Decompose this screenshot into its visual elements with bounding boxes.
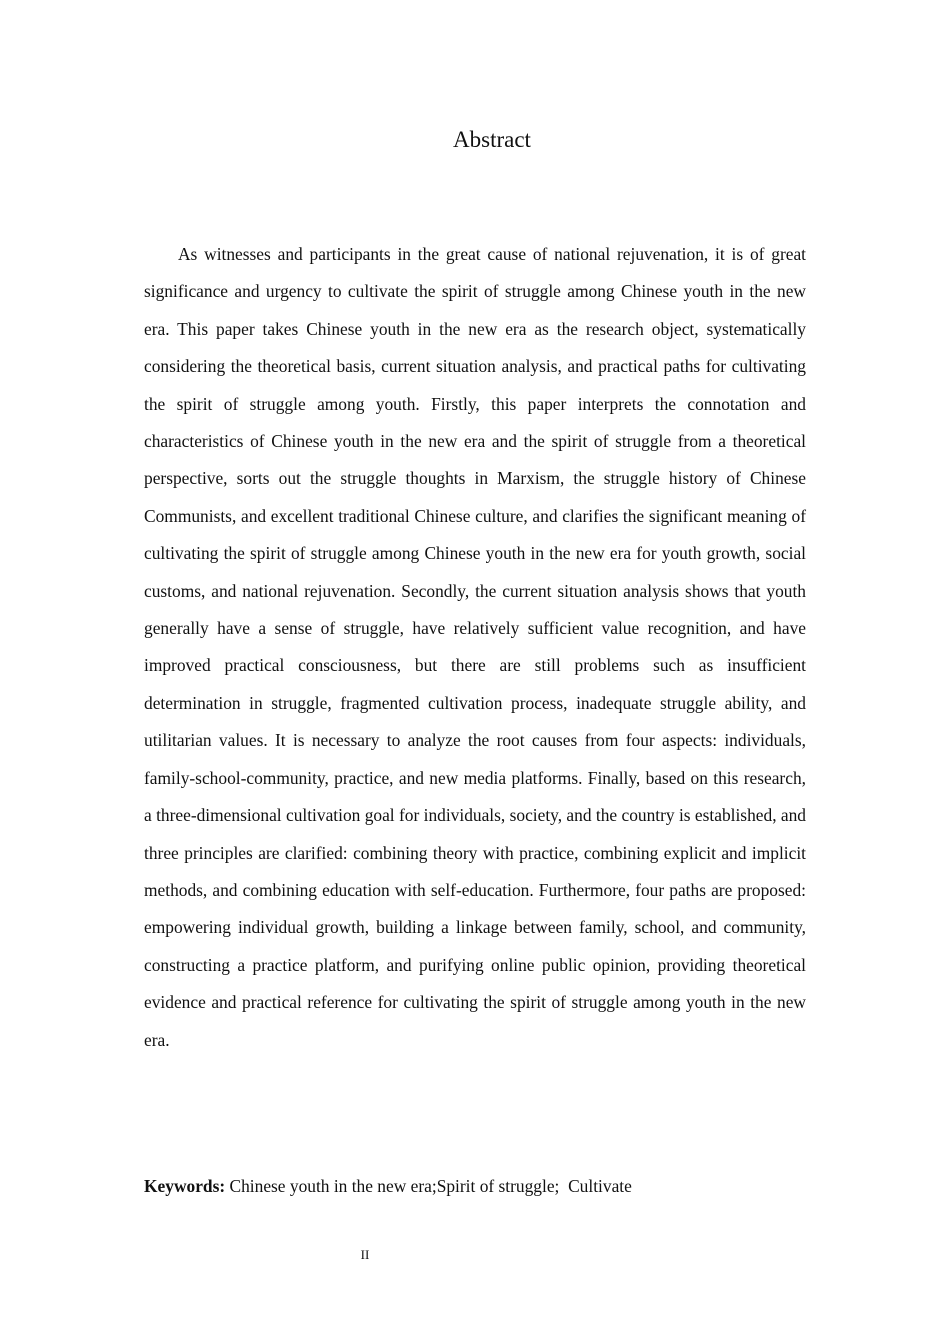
abstract-body: As witnesses and participants in the great cause of national rejuvenation, it is of great significance and urgency to cultivate the spirit of struggle among Chinese youth in the new era. This paper takes Chinese youth in the new era as the research object, systematically considering the theoretical basis, current situation analysis, and practical paths for cultivating the spirit of struggle among youth. Firstly, this paper interprets the connotation and characteristics of Chinese youth in the new era and the spirit of struggle from a theoretical perspective, sorts out the struggle thoughts in Marxism, the struggle history of Chinese Communists, and excellent traditional Chinese culture, and clarifies the significant meaning of cultivating the spirit of struggle among Chinese youth in the new era for youth growth, social customs, and national rejuvenation. Secondly, the current situation analysis shows that youth generally have a sense of struggle, have relatively sufficient value recognition, and have improved practical consciousness, but there are still problems such as insufficient determination in struggle, fragmented cultivation process, inadequate struggle ability, and utilitarian values. It is necessary to analyze the root causes from four aspects: individuals, family-school-community, practice, and new media platforms. Finally, based on this research, a three-dimensional cultivation goal for individuals, society, and the country is established, and three principles are clarified: combining theory with practice, combining explicit and implicit methods, and combining education with self-education. Furthermore, four paths are proposed: empowering individual growth, building a linkage between family, school, and community, constructing a practice platform, and purifying online public opinion, providing theoretical evidence and practical reference for cultivating the spirit of struggle among youth in the new era. <box>144 244 806 1050</box>
page-number: II <box>360 1247 370 1262</box>
keywords-label: Keywords: <box>144 1176 226 1196</box>
abstract-title: Abstract <box>453 127 531 152</box>
keywords-line <box>144 1170 806 1202</box>
keywords-text: Chinese youth in the new era;Spirit of struggle; Cultivate <box>225 1176 632 1196</box>
